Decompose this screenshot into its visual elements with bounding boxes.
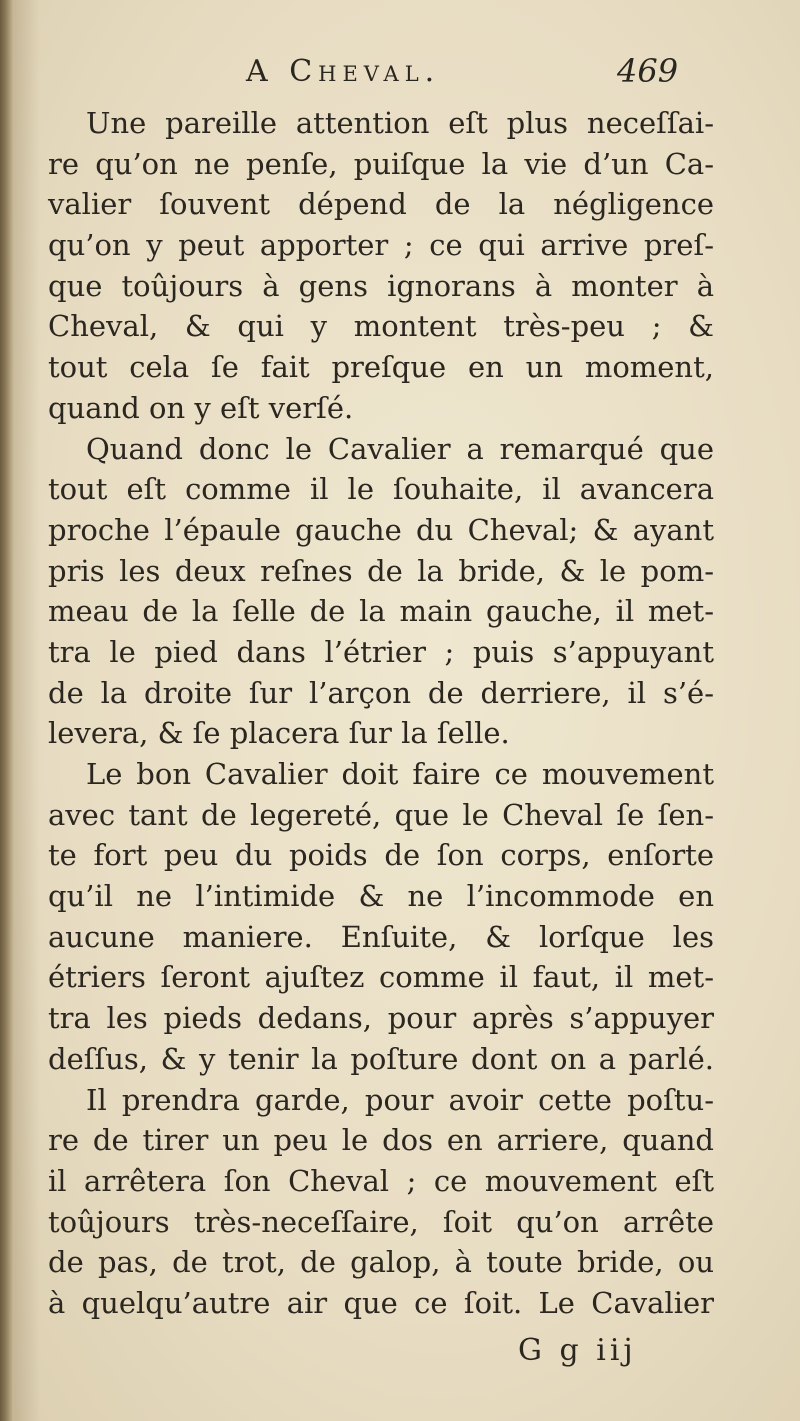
text-line: Cheval, & qui y montent très-peu ; & <box>48 309 714 344</box>
text-line: avec tant de legereté, que le Cheval ſe ſen- <box>48 797 714 832</box>
text-line: de la droite ſur l’arçon de derriere, il s’é- <box>48 675 714 710</box>
text-line: que toûjours à gens ignorans à monter à <box>48 268 714 303</box>
text-line: Le bon Cavalier doit faire ce mouvement <box>86 757 714 791</box>
text-line: aucune maniere. Enſuite, & lorſque les <box>48 919 714 954</box>
text-line: meau de la ſelle de la main gauche, il met- <box>48 594 714 629</box>
text-line: tra les pieds dedans, pour après s’appuyer <box>48 1001 714 1036</box>
text-line: toûjours très-neceſſaire, ſoit qu’on arrête <box>48 1204 714 1239</box>
text-line: à quelqu’autre air que ce ſoit. Le Cavalier <box>48 1285 714 1320</box>
text-line: te fort peu du poids de ſon corps, enſorte <box>48 838 714 873</box>
text-line: re qu’on ne penſe, puiſque la vie d’un Ca- <box>48 146 714 181</box>
text-line: qu’il ne l’intimide & ne l’incommode en <box>48 879 714 914</box>
text-line: Quand donc le Cavalier a remarqué que <box>86 431 714 466</box>
page-number: 469 <box>617 52 679 90</box>
gutter-shadow <box>14 0 40 1421</box>
text-line: Il prendra garde, pour avoir cette poſtu- <box>86 1082 714 1117</box>
text-line: Une pareille attention eſt plus neceſſai- <box>86 106 714 140</box>
text-line: levera, & ſe placera ſur la ſelle. <box>48 716 510 751</box>
text-line: étriers ſeront ajuſtez comme il faut, il met- <box>48 960 714 995</box>
text-line: quand on y eſt verſé. <box>48 390 354 425</box>
text-line: tout eſt comme il le ſouhaite, il avancera <box>48 472 714 507</box>
text-line: tra le pied dans l’étrier ; puis s’appuyant <box>48 634 714 669</box>
running-head <box>0 48 800 98</box>
text-line: re de tirer un peu le dos en arriere, quand <box>48 1123 714 1158</box>
text-line: il arrêtera ſon Cheval ; ce mouvement eſt <box>48 1163 714 1198</box>
text-line: qu’on y peut apporter ; ce qui arrive preſ- <box>48 228 714 263</box>
page-gutter <box>0 0 14 1421</box>
text-line: tout cela ſe fait preſque en un moment, <box>48 350 714 385</box>
text-line: de pas, de trot, de galop, à toute bride, ou <box>48 1245 714 1280</box>
body-text <box>48 103 714 1324</box>
signature-mark: G g iij <box>518 1333 637 1368</box>
text-line: pris les deux reſnes de la bride, & le pom- <box>48 553 714 588</box>
text-line: valier ſouvent dépend de la négligence <box>48 187 714 222</box>
text-line: deſſus, & y tenir la poſture dont on a parlé. <box>48 1041 714 1076</box>
text-line: proche l’épaule gauche du Cheval; & ayant <box>48 512 714 547</box>
running-head-title: A Cheval. <box>246 54 441 89</box>
